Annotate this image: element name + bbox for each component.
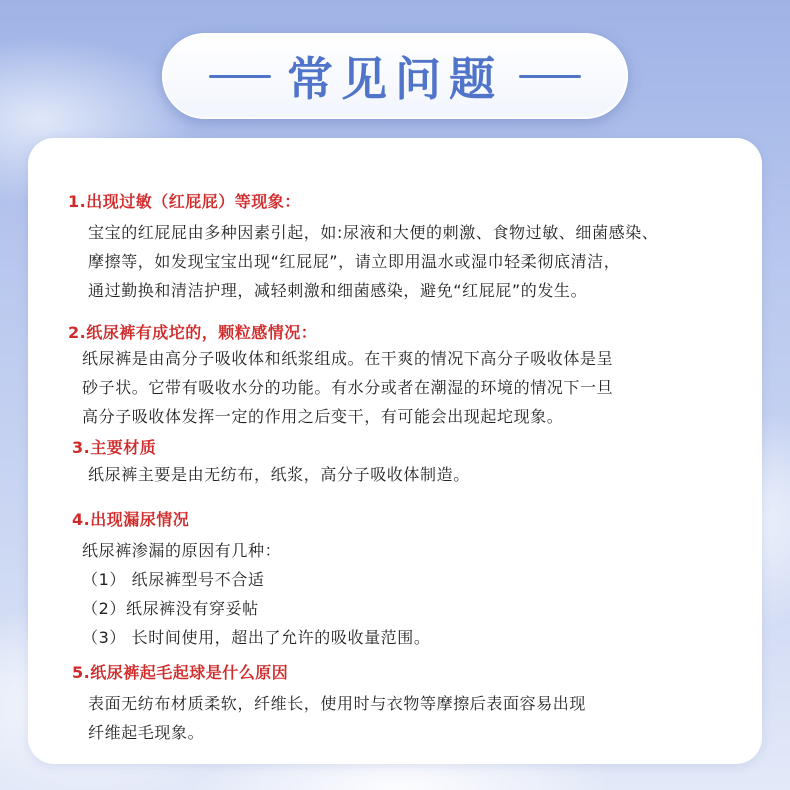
faq-answer-1 bbox=[88, 218, 658, 305]
faq-heading-4: 4.出现漏尿情况 bbox=[72, 510, 190, 529]
faq-heading-5: 5.纸尿裤起毛起球是什么原因 bbox=[72, 663, 289, 682]
faq-answer-line: 砂子状。它带有吸收水分的功能。有水分或者在潮湿的环境的情况下一旦 bbox=[82, 378, 614, 397]
faq-answer-4 bbox=[82, 536, 430, 652]
title-banner bbox=[162, 33, 628, 119]
title-left-dash bbox=[209, 75, 271, 78]
faq-answer-line: 宝宝的红屁屁由多种因素引起，如:尿液和大便的刺激、食物过敏、细菌感染、 bbox=[88, 223, 659, 242]
faq-answer-line: 纸尿裤渗漏的原因有几种： bbox=[82, 541, 282, 560]
faq-heading-2: 2.纸尿裤有成坨的，颗粒感情况： bbox=[68, 323, 318, 342]
faq-answer-5 bbox=[88, 689, 586, 747]
faq-heading-1: 1.出现过敏（红屁屁）等现象： bbox=[68, 192, 301, 211]
faq-answer-line: 表面无纺布材质柔软，纤维长，使用时与衣物等摩擦后表面容易出现 bbox=[88, 694, 587, 713]
faq-answer-3 bbox=[88, 460, 470, 489]
faq-answer-line: （2）纸尿裤没有穿妥帖 bbox=[82, 599, 259, 618]
faq-answer-line: 纸尿裤是由高分子吸收体和纸浆组成。在干爽的情况下高分子吸收体是呈 bbox=[82, 349, 614, 368]
faq-answer-line: 纤维起毛现象。 bbox=[88, 723, 205, 742]
faq-answer-line: 高分子吸收体发挥一定的作用之后变干，有可能会出现起坨现象。 bbox=[82, 407, 564, 426]
faq-answer-line: 纸尿裤主要是由无纺布，纸浆，高分子吸收体制造。 bbox=[88, 465, 470, 484]
faq-answer-2 bbox=[82, 344, 613, 431]
faq-answer-line: 摩擦等，如发现宝宝出现“红屁屁”，请立即用温水或湿巾轻柔彻底清洁， bbox=[88, 252, 621, 271]
faq-answer-line: （3） 长时间使用，超出了允许的吸收量范围。 bbox=[82, 628, 431, 647]
faq-answer-line: （1） 纸尿裤型号不合适 bbox=[82, 570, 265, 589]
faq-heading-3: 3.主要材质 bbox=[72, 438, 157, 457]
title-right-dash bbox=[519, 75, 581, 78]
faq-answer-line: 通过勤换和清洁护理，减轻刺激和细菌感染，避免“红屁屁”的发生。 bbox=[88, 281, 588, 300]
page-title: 常见问题 bbox=[287, 52, 503, 106]
